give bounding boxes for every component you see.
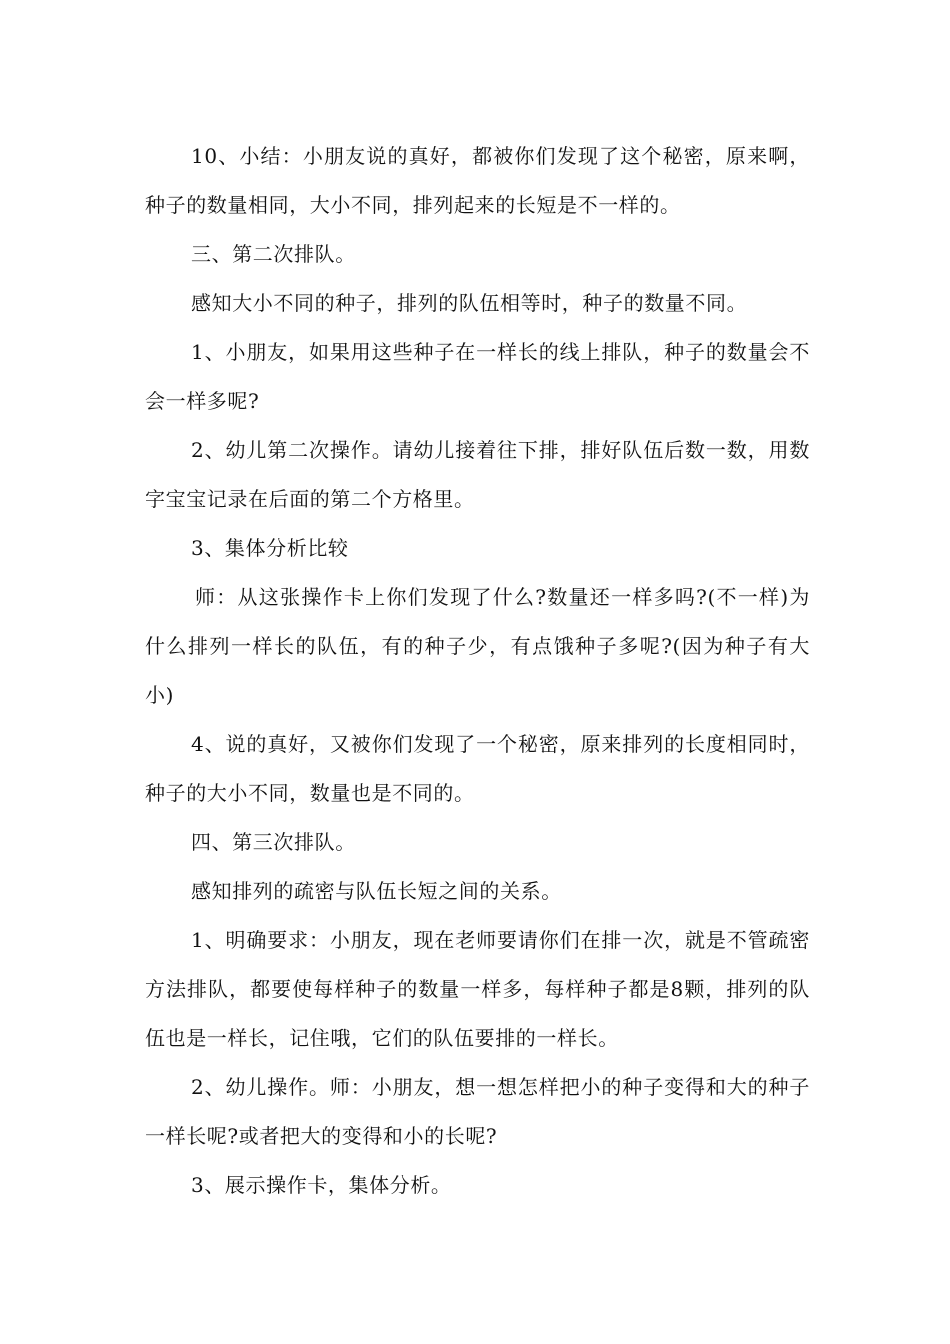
heading-second-queue: 三、第二次排队。 — [191, 242, 356, 266]
heading-third-queue: 四、第三次排队。 — [191, 830, 356, 854]
document-body — [145, 132, 810, 1210]
paragraph-teacher-question: 师：从这张操作卡上你们发现了什么?数量还一样多吗?(不一样)为什么排列一样长的队伍，有的种子少，有点饿种子多呢?(因为种子有大小) — [145, 585, 810, 707]
paragraph-summary: 10、小结：小朋友说的真好，都被你们发现了这个秘密，原来啊，种子的数量相同，大小不同，排列起来的长短是不一样的。 — [145, 144, 810, 217]
paragraph-step-2: 2、幼儿第二次操作。请幼儿接着往下排，排好队伍后数一数，用数字宝宝记录在后面的第二个方格里。 — [145, 438, 810, 511]
paragraph-step-4: 4、说的真好，又被你们发现了一个秘密，原来排列的长度相同时，种子的大小不同，数量也是不同的。 — [145, 732, 810, 805]
paragraph-third-step-3: 3、展示操作卡，集体分析。 — [191, 1173, 452, 1197]
paragraph-third-step-2: 2、幼儿操作。师：小朋友，想一想怎样把小的种子变得和大的种子一样长呢?或者把大的变得和小的长呢? — [145, 1075, 810, 1148]
paragraph-step-1: 1、小朋友，如果用这些种子在一样长的线上排队，种子的数量会不会一样多呢? — [145, 340, 810, 413]
paragraph-third-step-1: 1、明确要求：小朋友，现在老师要请你们在排一次，就是不管疏密方法排队，都要使每样种子的数量一样多，每样种子都是8颗，排列的队伍也是一样长，记住哦，它们的队伍要排的一样长。 — [145, 928, 810, 1050]
paragraph-step-3: 3、集体分析比较 — [191, 536, 349, 560]
paragraph-goal-third: 感知排列的疏密与队伍长短之间的关系。 — [191, 879, 562, 903]
paragraph-goal-second: 感知大小不同的种子，排列的队伍相等时，种子的数量不同。 — [191, 291, 748, 315]
